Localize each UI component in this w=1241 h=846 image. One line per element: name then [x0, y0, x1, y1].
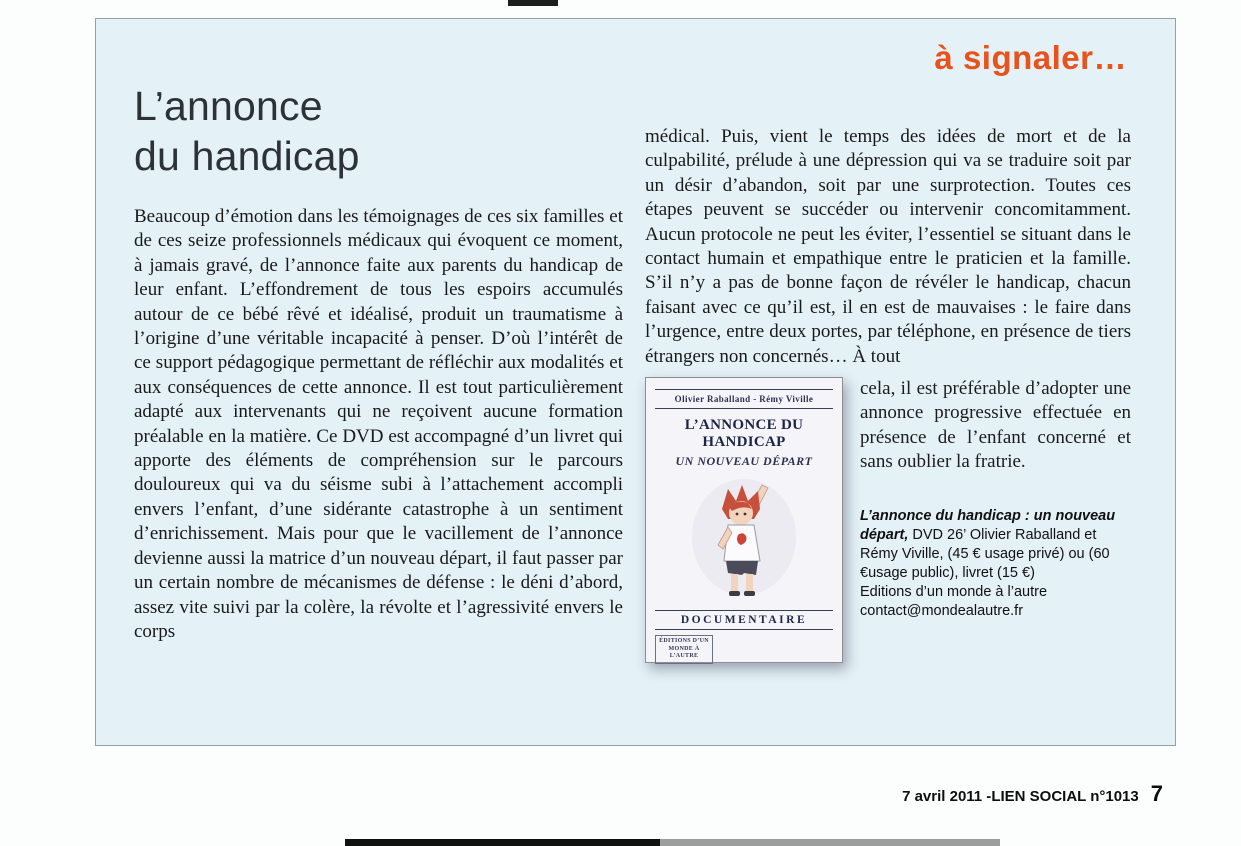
dvd-cover-illustration [688, 473, 800, 606]
dvd-cover-genre: DOCUMENTAIRE [655, 610, 833, 630]
dvd-caption-title: L’annonce du handicap : un nouveau départ, [860, 507, 1116, 543]
footer-magazine-title: LIEN SOCIAL n°1013 [991, 788, 1139, 805]
article-paragraph-right-top: médical. Puis, vient le temps des idées de mort et de la culpabilité, prélude à une dépression qui va se traduire soit par un désir d’abandon, soit par une surprotection. Toutes ces étapes peuvent se succéder ou intervenir concomitamment. Aucun protocole ne peut les éviter, l’essentiel se situant dans le contact humain et empathique entre le praticien et la famille. S’il n’y a pas de bonne façon de révéler le handicap, chacun faisant avec ce qu’il est, il en est de mauvaises : le faire dans l’urgence, entre deux portes, par téléphone, en présence de tiers étrangers non concernés… À tout [645, 126, 1131, 367]
scan-artifact-top [508, 0, 558, 6]
dvd-cover-authors: Olivier Raballand - Rémy Viville [674, 394, 814, 405]
article-paragraph-right-wrap: cela, il est préférable d’adopter une annonce progressive effectuée en présence de l’enfant concerné et sans oublier la fratrie. [860, 378, 1131, 473]
cover-rule-top [655, 389, 833, 390]
section-label: à signaler… [934, 39, 1127, 76]
article-panel [95, 18, 1176, 746]
page-title-line2: du handicap [134, 133, 360, 180]
dvd-caption-main [860, 507, 1131, 583]
cover-rule-mid [655, 408, 833, 409]
dvd-caption [860, 507, 1131, 621]
dvd-cover-subtitle: UN NOUVEAU DÉPART [675, 454, 813, 469]
footer-page-number: 7 [1150, 781, 1163, 806]
left-column [134, 205, 623, 644]
dvd-caption-publisher: Editions d’un monde à l’autre [860, 583, 1048, 600]
page-title-line1: L’annonce [134, 83, 323, 129]
dvd-caption-details: DVD 26’ Olivier Raballand et Rémy Viville, (45 € usage privé) ou (60 €usage public), livret (15 €) [860, 526, 1110, 581]
footer-date: 7 avril 2011 - [902, 788, 992, 805]
page-title [134, 81, 360, 181]
dvd-cover-title: L’ANNONCE DU HANDICAP [684, 417, 804, 451]
page-footer [902, 781, 1163, 807]
article-paragraph-left: Beaucoup d’émotion dans les témoignages de ces six familles et de ces seize professionnels médicaux qui évoquent ce moment, à jamais gravé, de l’annonce faite aux parents du handicap de leur enfant. L’effondrement de tous les espoirs accumulés autour de ce bébé rêvé et idéalisé, produit un traumatisme à l’origine d’une véritable incapacité à penser. D’où l’intérêt de ce support pédagogique permettant de réfléchir aux modalités et aux conséquences de cette annonce. Il est tout particulièrement adapté aux intervenants qui ne reçoivent aucune formation préalable en la matière. Ce DVD est accompagné d’un livret qui apporte des éléments de compréhension sur le parcours douloureux qui va du séisme subi à l’attachement accompli envers l’enfant, d’une sidérante catastrophe à un sentiment d’enrichissement. Mais pour que le vacillement de l’annonce devienne aussi la matrice d’un nouveau départ, il faut passer par un certain nombre de mécanismes de défense : le déni d’abord, assez vite suivi par la colère, la révolte et l’agressivité envers le corps [134, 206, 623, 642]
dvd-cover [645, 377, 843, 663]
media-row [645, 377, 1131, 663]
dvd-caption-contact: contact@mondealautre.fr [860, 602, 1024, 619]
dvd-cover-publisher-logo: ÉDITIONS D’UN MONDE À L’AUTRE [655, 635, 713, 664]
right-column [645, 125, 1131, 663]
scan-artifact-bottom-black [345, 839, 660, 846]
scan-artifact-bottom-gray [660, 839, 1000, 846]
beside-cover [860, 377, 1131, 621]
